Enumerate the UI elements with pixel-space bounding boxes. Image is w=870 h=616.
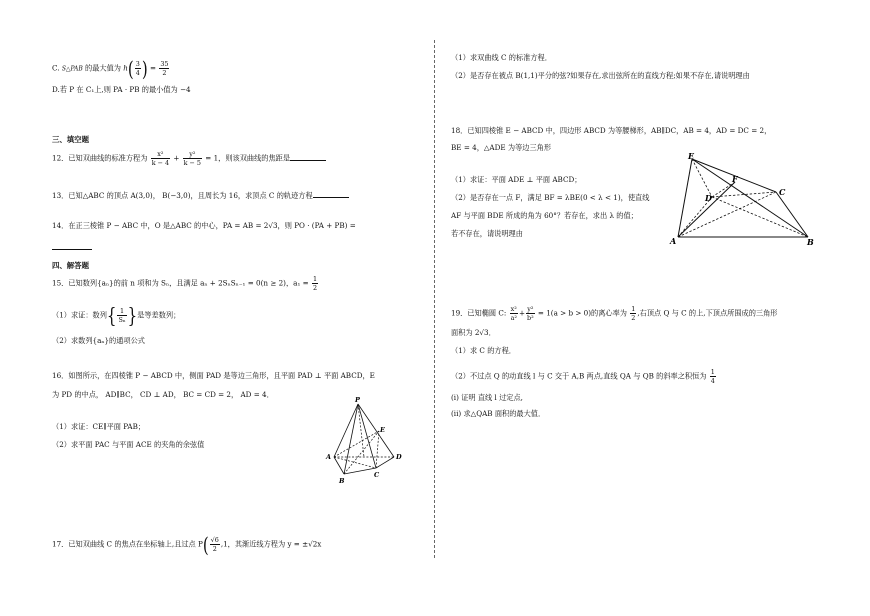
question-19-part1: （1）求 C 的方程． xyxy=(451,346,516,355)
option-c: C. S△PAB 的最大值为 h( $\frac{3}{4}$ ) = $\frac{35}{2}$ xyxy=(52,56,169,81)
column-divider xyxy=(434,40,435,558)
question-13: 13．已知△ABC 的顶点 A(3,0)， B(−3,0)，且周长为 16，求顶点 C 的轨迹方程 xyxy=(52,191,349,199)
label-c: C xyxy=(779,187,786,197)
label-b: B xyxy=(339,477,345,485)
question-19: 19．已知椭圆 C: $\frac{\text{x²}}{\text{a²}}$ + $\frac{\text{y²}}{\text{b²}}$ = 1(a > b > 0)的离心率为 $\frac{1}{2}$ ,右顶点 Q 与 C 的上,下顶点所围成的三角形 xyxy=(451,305,778,322)
question-18-part2-end: 若不存在，请说明理由 xyxy=(451,229,523,238)
question-12: 12．已知双曲线的标准方程为 $\frac{\text{x²}}{k - 4}$ + $\frac{\text{y²}}{k - 5}$ = 1，则该双曲线的焦距是 xyxy=(52,150,326,167)
answer-blank-14 xyxy=(52,243,92,251)
question-17-part1: （1）求双曲线 C 的标准方程． xyxy=(451,53,552,62)
label-p: P xyxy=(355,396,360,404)
option-d: D.若 P 在 C₁上,则 PA · PB 的最小值为 −4 xyxy=(52,85,191,94)
label-e: E xyxy=(380,426,385,434)
question-15-part1: （1）求证：数列{ $\frac{1}{\text{Sₙ}}$ }是等差数列； xyxy=(52,303,181,328)
question-16-part1: （1）求证：CE∥平面 PAB； xyxy=(52,422,146,431)
question-16-part2: （2）求平面 PAC 与平面 ACE 的夹角的余弦值 xyxy=(52,440,205,449)
label-a: A xyxy=(670,236,677,246)
pyramid-figure xyxy=(322,396,412,488)
question-19-sub-i: (i) 证明 直线 l 过定点, xyxy=(451,393,523,402)
label-f: F xyxy=(732,174,738,184)
question-14: 14．在正三棱锥 P − ABC 中，O 是△ABC 的中心，PA = AB = 2√3，则 PO · (PA + PB) = xyxy=(52,221,356,230)
label-c: C xyxy=(374,471,380,479)
question-17-part2: （2）是否存在被点 B(1,1)平分的弦?如果存在,求出弦所在的直线方程;如果不存在,请说明理由 xyxy=(451,71,750,80)
question-18-part1: （1）求证：平面 ADE ⊥ 平面 ABCD； xyxy=(451,175,582,184)
question-17: 17．已知双曲线 C 的焦点在坐标轴上,且过点 P( $\frac{√6}{2}$ ,1，其渐近线方程为 y = ±√2x xyxy=(52,532,322,557)
question-16-line1: 16．如图所示，在四棱锥 P − ABCD 中，侧面 PAD 是等边三角形，且平面 PAD ⊥ 平面 ABCD，E xyxy=(52,371,375,380)
question-19-line2: 面积为 2√3． xyxy=(451,328,496,337)
label-d: D xyxy=(396,453,402,461)
section-solutions: 四、解答题 xyxy=(52,261,89,270)
question-18-line1: 18．已知四棱锥 E − ABCD 中，四边形 ABCD 为等腰梯形，AB∥DC，AB = 4，AD = DC = 2， xyxy=(451,126,772,135)
question-19-part2: （2）不过点 Q 的动直线 l 与 C 交于 A,B 两点,直线 QA 与 QB 的斜率之积恒为 $\frac{1}{4}$ xyxy=(451,368,715,385)
question-15-part2: （2）求数列{aₙ}的通项公式 xyxy=(52,336,145,345)
question-18-part2: （2）是否存在一点 F，满足 BF = λBE(0 < λ < 1)，使直线 xyxy=(451,193,650,202)
label-b: B xyxy=(807,237,814,247)
question-19-sub-ii: (ii) 求△QAB 面积的最大值． xyxy=(451,409,546,418)
label-a: A xyxy=(326,453,332,461)
label-e: E xyxy=(688,151,695,161)
label-d: D xyxy=(705,193,712,203)
question-18-part2-cont: AF 与平面 BDE 所成的角为 60°？若存在，求出 λ 的值； xyxy=(451,211,638,220)
trapezoid-pyramid-figure xyxy=(668,150,818,248)
question-15: 15．已知数列{aₙ}的前 n 项和为 Sₙ，且满足 aₙ + 2SₙSₙ₋₁ = 0(n ≥ 2)，a₁ = $\frac{1}{2}$ xyxy=(52,275,318,292)
section-fill-in: 三、填空题 xyxy=(52,135,89,144)
question-18-line2: BE = 4，△ADE 为等边三角形 xyxy=(451,143,552,152)
question-16-line2: 为 PD 的中点， AD∥BC， CD ⊥ AD， BC = CD = 2， AD = 4． xyxy=(52,390,274,399)
